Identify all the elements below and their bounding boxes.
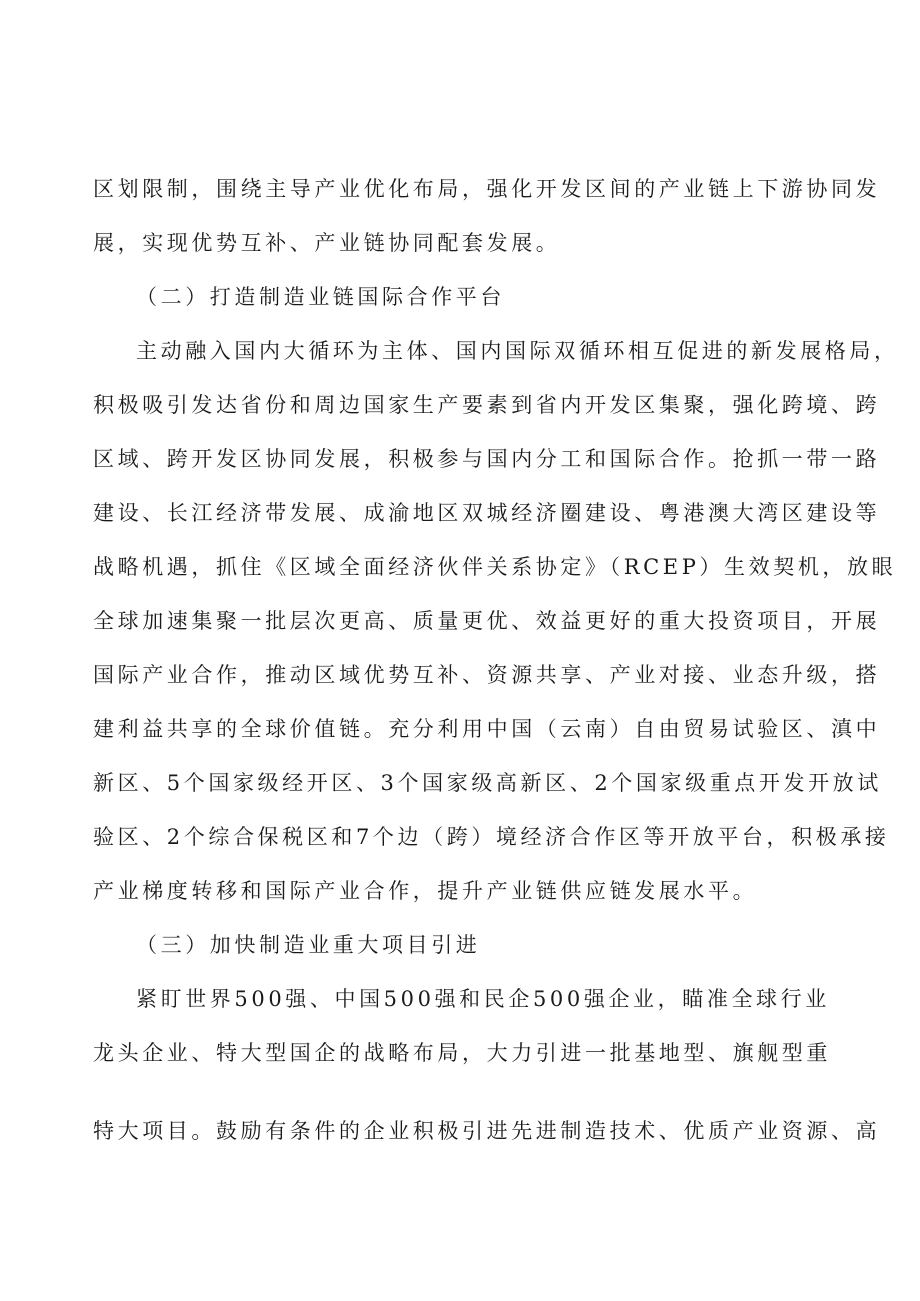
body-text-line: 龙头企业、特大型国企的战略布局，大力引进一批基地型、旗舰型重 [93, 1041, 831, 1065]
section-heading: （三）加快制造业重大项目引进 [136, 933, 481, 957]
body-text-line: 建利益共享的全球价值链。充分利用中国（云南）自由贸易试验区、滇中 [93, 717, 881, 741]
body-text-line: 区域、跨开发区协同发展，积极参与国内分工和国际合作。抢抓一带一路 [93, 447, 881, 471]
body-text-line: 紧盯世界500强、中国500强和民企500强企业，瞄准全球行业 [136, 987, 830, 1011]
body-text-line: 验区、2个综合保税区和7个边（跨）境经济合作区等开放平台，积极承接 [93, 825, 890, 849]
body-text-line: 区划限制，围绕主导产业优化布局，强化开发区间的产业链上下游协同发 [93, 177, 881, 201]
body-text-line: 特大项目。鼓励有条件的企业积极引进先进制造技术、优质产业资源、高 [93, 1119, 881, 1143]
body-text-line: 新区、5个国家级经开区、3个国家级高新区、2个国家级重点开发开放试 [93, 771, 882, 795]
body-text-line: 积极吸引发达省份和周边国家生产要素到省内开发区集聚，强化跨境、跨 [93, 393, 881, 417]
section-heading: （二）打造制造业链国际合作平台 [136, 285, 505, 309]
body-text-line: 主动融入国内大循环为主体、国内国际双循环相互促进的新发展格局， [136, 339, 899, 363]
body-text-line: 展，实现优势互补、产业链协同配套发展。 [93, 231, 561, 255]
body-text-line: 产业梯度转移和国际产业合作，提升产业链供应链发展水平。 [93, 879, 758, 903]
body-text-line: 战略机遇，抓住《区域全面经济伙伴关系协定》（RCEP）生效契机，放眼 [93, 555, 897, 579]
body-text-line: 国际产业合作，推动区域优势互补、资源共享、产业对接、业态升级，搭 [93, 663, 881, 687]
body-text-line: 建设、长江经济带发展、成渝地区双城经济圈建设、粤港澳大湾区建设等 [93, 501, 881, 525]
body-text-line: 全球加速集聚一批层次更高、质量更优、效益更好的重大投资项目，开展 [93, 609, 881, 633]
